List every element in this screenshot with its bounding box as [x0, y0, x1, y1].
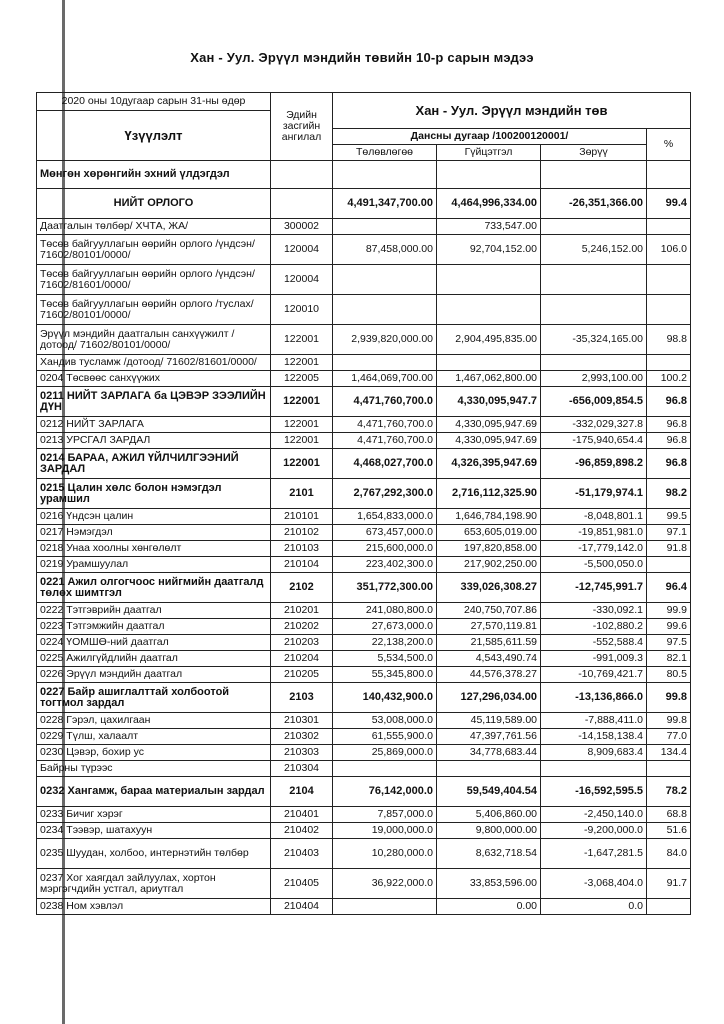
row-plan-value: 61,555,900.0	[333, 729, 437, 745]
row-class-code	[271, 189, 333, 219]
row-class-code	[271, 161, 333, 189]
row-actual-value: 45,119,589.00	[437, 713, 541, 729]
row-indicator: Төсөв байгууллагын өөрийн орлого /үндсэн/ 71602/81601/0000/	[37, 265, 271, 295]
economic-class-header: Эдийн засгийн ангилал	[271, 93, 333, 161]
row-actual-value: 2,716,112,325.90	[437, 479, 541, 509]
table-row	[37, 619, 691, 635]
row-actual-value: 9,800,000.00	[437, 823, 541, 839]
row-indicator: 0230 Цэвэр, бохир ус	[37, 745, 271, 761]
row-class-code: 122001	[271, 355, 333, 371]
table-row	[37, 683, 691, 713]
row-class-code: 210205	[271, 667, 333, 683]
row-indicator: 0204 Төсвөөс санхүүжих	[37, 371, 271, 387]
row-plan-value: 215,600,000.0	[333, 541, 437, 557]
row-plan-value: 55,345,800.0	[333, 667, 437, 683]
row-indicator: 0217 Нэмэгдэл	[37, 525, 271, 541]
percent-header: %	[647, 129, 691, 161]
row-actual-value: 733,547.00	[437, 219, 541, 235]
row-plan-value: 4,471,760,700.0	[333, 417, 437, 433]
table-row	[37, 761, 691, 777]
row-indicator: 0237 Хог хаягдал зайлуулах, хортон мэргэгчдийн устгал, ариутгал	[37, 869, 271, 899]
row-actual-value	[437, 265, 541, 295]
row-plan-value	[333, 265, 437, 295]
row-plan-value: 53,008,000.0	[333, 713, 437, 729]
row-actual-value: 8,632,718.54	[437, 839, 541, 869]
row-difference-value: -552,588.4	[541, 635, 647, 651]
row-percent-value: 91.7	[647, 869, 691, 899]
row-actual-value: 34,778,683.44	[437, 745, 541, 761]
row-difference-value: -5,500,050.0	[541, 557, 647, 573]
row-difference-value: -10,769,421.7	[541, 667, 647, 683]
row-class-code: 122001	[271, 417, 333, 433]
row-indicator: Хандив тусламж /дотоод/ 71602/81601/0000/	[37, 355, 271, 371]
table-row	[37, 371, 691, 387]
row-indicator: 0232 Хангамж, бараа материалын зардал	[37, 777, 271, 807]
row-indicator: НИЙТ ОРЛОГО	[37, 189, 271, 219]
row-percent-value	[647, 355, 691, 371]
row-percent-value: 96.4	[647, 573, 691, 603]
row-plan-value: 19,000,000.0	[333, 823, 437, 839]
row-indicator: 0219 Урамшуулал	[37, 557, 271, 573]
table-row	[37, 823, 691, 839]
table-row	[37, 387, 691, 417]
row-percent-value	[647, 295, 691, 325]
row-indicator: Байрны түрээс	[37, 761, 271, 777]
row-actual-value: 217,902,250.00	[437, 557, 541, 573]
row-indicator: 0234 Тээвэр, шатахуун	[37, 823, 271, 839]
row-percent-value: 68.8	[647, 807, 691, 823]
row-difference-value: -332,029,327.8	[541, 417, 647, 433]
row-indicator: 0214 БАРАА, АЖИЛ ҮЙЛЧИЛГЭЭНИЙ ЗАРДАЛ	[37, 449, 271, 479]
row-class-code: 2102	[271, 573, 333, 603]
row-difference-value: -14,158,138.4	[541, 729, 647, 745]
row-actual-value: 4,326,395,947.69	[437, 449, 541, 479]
row-class-code: 210402	[271, 823, 333, 839]
row-percent-value: 78.2	[647, 777, 691, 807]
row-percent-value: 99.5	[647, 509, 691, 525]
row-class-code: 210401	[271, 807, 333, 823]
row-percent-value	[647, 761, 691, 777]
row-plan-value: 223,402,300.0	[333, 557, 437, 573]
row-percent-value: 98.2	[647, 479, 691, 509]
row-difference-value: 2,993,100.00	[541, 371, 647, 387]
row-indicator: 0216 Үндсэн цалин	[37, 509, 271, 525]
row-difference-value: -19,851,981.0	[541, 525, 647, 541]
table-row	[37, 509, 691, 525]
row-indicator: 0215 Цалин хөлс болон нэмэгдэл урамшил	[37, 479, 271, 509]
row-percent-value: 51.6	[647, 823, 691, 839]
row-class-code: 122001	[271, 387, 333, 417]
row-plan-value	[333, 295, 437, 325]
row-percent-value: 97.5	[647, 635, 691, 651]
row-plan-value: 351,772,300.00	[333, 573, 437, 603]
row-plan-value: 4,471,760,700.0	[333, 387, 437, 417]
row-difference-value: -656,009,854.5	[541, 387, 647, 417]
row-indicator: 0233 Бичиг хэрэг	[37, 807, 271, 823]
row-difference-value: -16,592,595.5	[541, 777, 647, 807]
row-actual-value: 653,605,019.00	[437, 525, 541, 541]
table-row	[37, 479, 691, 509]
row-class-code: 210103	[271, 541, 333, 557]
row-plan-value: 4,491,347,700.00	[333, 189, 437, 219]
row-actual-value: 339,026,308.27	[437, 573, 541, 603]
row-actual-value: 92,704,152.00	[437, 235, 541, 265]
row-difference-value: -8,048,801.1	[541, 509, 647, 525]
row-plan-value: 241,080,800.0	[333, 603, 437, 619]
row-difference-value	[541, 295, 647, 325]
row-actual-value: 5,406,860.00	[437, 807, 541, 823]
row-plan-value: 1,464,069,700.00	[333, 371, 437, 387]
row-actual-value: 0.00	[437, 899, 541, 915]
table-row	[37, 603, 691, 619]
row-percent-value: 134.4	[647, 745, 691, 761]
row-difference-value: -1,647,281.5	[541, 839, 647, 869]
row-indicator: Эрүүл мэндийн даатгалын санхүүжилт /дотоод/ 71602/80101/0000/	[37, 325, 271, 355]
row-class-code: 120004	[271, 235, 333, 265]
row-plan-value: 673,457,000.0	[333, 525, 437, 541]
row-difference-value	[541, 265, 647, 295]
row-difference-value	[541, 355, 647, 371]
row-class-code: 2104	[271, 777, 333, 807]
row-class-code: 210405	[271, 869, 333, 899]
row-difference-value: -175,940,654.4	[541, 433, 647, 449]
row-difference-value: -7,888,411.0	[541, 713, 647, 729]
row-actual-value: 4,464,996,334.00	[437, 189, 541, 219]
row-class-code: 210203	[271, 635, 333, 651]
row-difference-value	[541, 219, 647, 235]
row-actual-value	[437, 355, 541, 371]
row-plan-value: 4,471,760,700.0	[333, 433, 437, 449]
row-indicator: 0212 НИЙТ ЗАРЛАГА	[37, 417, 271, 433]
table-row	[37, 651, 691, 667]
plan-header: Төлөвлөгөө	[333, 145, 437, 161]
row-difference-value: 8,909,683.4	[541, 745, 647, 761]
table-row	[37, 417, 691, 433]
row-actual-value: 4,330,095,947.7	[437, 387, 541, 417]
row-class-code: 2101	[271, 479, 333, 509]
row-indicator: 0225 Ажилгүйдлийн даатгал	[37, 651, 271, 667]
table-row	[37, 355, 691, 371]
row-class-code: 300002	[271, 219, 333, 235]
row-actual-value: 1,467,062,800.00	[437, 371, 541, 387]
row-difference-value: -17,779,142.0	[541, 541, 647, 557]
row-actual-value	[437, 295, 541, 325]
row-indicator: 0238 Ном хэвлэл	[37, 899, 271, 915]
row-percent-value: 96.8	[647, 449, 691, 479]
row-difference-value: -96,859,898.2	[541, 449, 647, 479]
row-actual-value: 4,330,095,947.69	[437, 433, 541, 449]
row-percent-value: 96.8	[647, 417, 691, 433]
table-row	[37, 265, 691, 295]
row-plan-value: 7,857,000.0	[333, 807, 437, 823]
row-difference-value: -26,351,366.00	[541, 189, 647, 219]
row-percent-value	[647, 219, 691, 235]
row-indicator: 0218 Унаа хоолны хөнгөлөлт	[37, 541, 271, 557]
row-actual-value: 33,853,596.00	[437, 869, 541, 899]
row-plan-value	[333, 161, 437, 189]
row-percent-value	[647, 265, 691, 295]
row-percent-value: 96.8	[647, 387, 691, 417]
row-percent-value: 84.0	[647, 839, 691, 869]
row-percent-value: 77.0	[647, 729, 691, 745]
row-plan-value: 25,869,000.0	[333, 745, 437, 761]
row-percent-value: 99.9	[647, 603, 691, 619]
table-row	[37, 729, 691, 745]
table-row	[37, 667, 691, 683]
row-percent-value: 99.8	[647, 683, 691, 713]
row-indicator: 0228 Гэрэл, цахилгаан	[37, 713, 271, 729]
row-plan-value	[333, 761, 437, 777]
row-actual-value: 44,576,378.27	[437, 667, 541, 683]
row-difference-value: -991,009.3	[541, 651, 647, 667]
table-row	[37, 325, 691, 355]
row-difference-value: -3,068,404.0	[541, 869, 647, 899]
row-class-code: 210302	[271, 729, 333, 745]
row-class-code: 210201	[271, 603, 333, 619]
row-indicator: 0222 Тэтгэврийн даатгал	[37, 603, 271, 619]
row-plan-value: 4,468,027,700.0	[333, 449, 437, 479]
row-plan-value: 2,939,820,000.00	[333, 325, 437, 355]
row-class-code: 210104	[271, 557, 333, 573]
row-plan-value: 36,922,000.0	[333, 869, 437, 899]
row-indicator: Мөнгөн хөрөнгийн эхний үлдэгдэл	[37, 161, 271, 189]
row-plan-value: 140,432,900.0	[333, 683, 437, 713]
row-difference-value: -102,880.2	[541, 619, 647, 635]
row-difference-value	[541, 161, 647, 189]
row-difference-value	[541, 761, 647, 777]
row-difference-value: 5,246,152.00	[541, 235, 647, 265]
report-date-label: 2020 оны 10дугаар сарын 31-ны өдөр	[37, 93, 271, 111]
row-class-code: 210202	[271, 619, 333, 635]
row-actual-value: 2,904,495,835.00	[437, 325, 541, 355]
row-percent-value: 97.1	[647, 525, 691, 541]
actual-header: Гүйцэтгэл	[437, 145, 541, 161]
table-row	[37, 745, 691, 761]
row-actual-value: 21,585,611.59	[437, 635, 541, 651]
table-row	[37, 777, 691, 807]
row-plan-value: 10,280,000.0	[333, 839, 437, 869]
row-percent-value: 99.4	[647, 189, 691, 219]
row-indicator: 0227 Байр ашиглалттай холбоотой тогтмол зардал	[37, 683, 271, 713]
table-row	[37, 557, 691, 573]
row-percent-value: 96.8	[647, 433, 691, 449]
row-indicator: 0226 Эрүүл мэндийн даатгал	[37, 667, 271, 683]
row-actual-value	[437, 161, 541, 189]
row-class-code: 122001	[271, 433, 333, 449]
row-class-code: 2103	[271, 683, 333, 713]
table-row	[37, 573, 691, 603]
row-class-code: 210102	[271, 525, 333, 541]
row-actual-value	[437, 761, 541, 777]
account-number-header: Дансны дугаар /100200120001/	[333, 129, 647, 145]
row-difference-value: -330,092.1	[541, 603, 647, 619]
row-indicator: Төсөв байгууллагын өөрийн орлого /үндсэн/ 71602/80101/0000/	[37, 235, 271, 265]
row-plan-value	[333, 219, 437, 235]
budget-report-table	[36, 92, 691, 915]
row-plan-value	[333, 899, 437, 915]
table-row	[37, 807, 691, 823]
table-row	[37, 541, 691, 557]
row-actual-value: 127,296,034.00	[437, 683, 541, 713]
row-percent-value: 91.8	[647, 541, 691, 557]
row-percent-value: 82.1	[647, 651, 691, 667]
row-class-code: 210204	[271, 651, 333, 667]
row-percent-value: 80.5	[647, 667, 691, 683]
row-class-code: 210301	[271, 713, 333, 729]
table-row	[37, 295, 691, 325]
row-class-code: 210304	[271, 761, 333, 777]
row-difference-value: -9,200,000.0	[541, 823, 647, 839]
row-plan-value	[333, 355, 437, 371]
row-class-code: 122001	[271, 449, 333, 479]
row-difference-value: -13,136,866.0	[541, 683, 647, 713]
indicator-header: Үзүүлэлт	[37, 111, 271, 161]
row-actual-value: 1,646,784,198.90	[437, 509, 541, 525]
row-difference-value: -51,179,974.1	[541, 479, 647, 509]
row-actual-value: 4,543,490.74	[437, 651, 541, 667]
row-percent-value: 99.6	[647, 619, 691, 635]
table-row	[37, 189, 691, 219]
row-class-code: 210303	[271, 745, 333, 761]
row-plan-value: 76,142,000.0	[333, 777, 437, 807]
row-plan-value: 87,458,000.00	[333, 235, 437, 265]
row-difference-value: -35,324,165.00	[541, 325, 647, 355]
row-indicator: 0229 Түлш, халаалт	[37, 729, 271, 745]
row-plan-value: 22,138,200.0	[333, 635, 437, 651]
row-indicator: 0223 Тэтгэмжийн даатгал	[37, 619, 271, 635]
row-plan-value: 5,534,500.0	[333, 651, 437, 667]
row-actual-value: 240,750,707.86	[437, 603, 541, 619]
table-row	[37, 433, 691, 449]
table-row	[37, 449, 691, 479]
row-class-code: 210101	[271, 509, 333, 525]
row-indicator: 0224 ҮОМШӨ-ний даатгал	[37, 635, 271, 651]
row-percent-value	[647, 557, 691, 573]
table-row	[37, 525, 691, 541]
row-actual-value: 4,330,095,947.69	[437, 417, 541, 433]
row-class-code: 120010	[271, 295, 333, 325]
row-difference-value: 0.0	[541, 899, 647, 915]
row-percent-value: 106.0	[647, 235, 691, 265]
row-difference-value: -12,745,991.7	[541, 573, 647, 603]
row-class-code: 210404	[271, 899, 333, 915]
row-percent-value: 99.8	[647, 713, 691, 729]
row-actual-value: 47,397,761.56	[437, 729, 541, 745]
row-indicator: 0213 УРСГАЛ ЗАРДАЛ	[37, 433, 271, 449]
difference-header: Зөрүү	[541, 145, 647, 161]
table-row	[37, 161, 691, 189]
row-actual-value: 59,549,404.54	[437, 777, 541, 807]
table-row	[37, 713, 691, 729]
row-percent-value: 98.8	[647, 325, 691, 355]
row-indicator: Даатгалын төлбөр/ ХЧТА, ЖА/	[37, 219, 271, 235]
row-class-code: 122005	[271, 371, 333, 387]
table-row	[37, 635, 691, 651]
table-row	[37, 839, 691, 869]
row-class-code: 120004	[271, 265, 333, 295]
row-percent-value	[647, 161, 691, 189]
page-title: Хан - Уул. Эрүүл мэндийн төвийн 10-р сарын мэдээ	[190, 50, 534, 65]
row-actual-value: 27,570,119.81	[437, 619, 541, 635]
table-row	[37, 899, 691, 915]
table-row	[37, 219, 691, 235]
row-actual-value: 197,820,858.00	[437, 541, 541, 557]
row-indicator: 0235 Шуудан, холбоо, интернэтийн төлбөр	[37, 839, 271, 869]
row-percent-value	[647, 899, 691, 915]
row-plan-value: 27,673,000.0	[333, 619, 437, 635]
row-class-code: 210403	[271, 839, 333, 869]
row-indicator: 0211 НИЙТ ЗАРЛАГА ба ЦЭВЭР ЗЭЭЛИЙН ДҮН	[37, 387, 271, 417]
table-row	[37, 869, 691, 899]
row-difference-value: -2,450,140.0	[541, 807, 647, 823]
org-name-header: Хан - Уул. Эрүүл мэндийн төв	[333, 93, 691, 129]
row-indicator: 0221 Ажил олгогчоос нийгмийн даатгалд төлөх шимтгэл	[37, 573, 271, 603]
row-plan-value: 1,654,833,000.0	[333, 509, 437, 525]
row-indicator: Төсөв байгууллагын өөрийн орлого /туслах/ 71602/80101/0000/	[37, 295, 271, 325]
row-class-code: 122001	[271, 325, 333, 355]
row-plan-value: 2,767,292,300.0	[333, 479, 437, 509]
table-row	[37, 235, 691, 265]
row-percent-value: 100.2	[647, 371, 691, 387]
